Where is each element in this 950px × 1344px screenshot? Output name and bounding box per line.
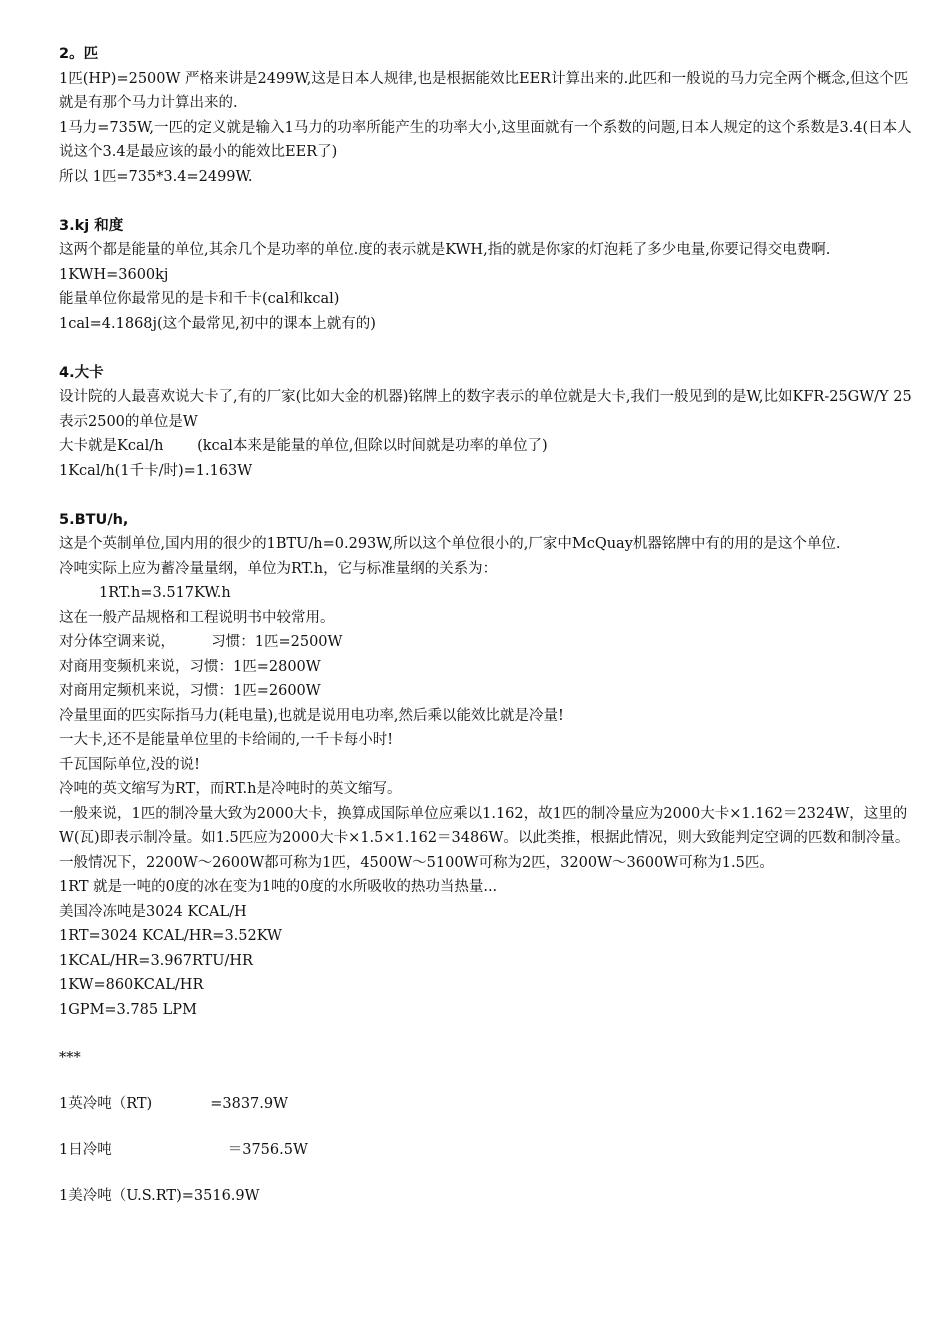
- paragraph: 1马力=735W,一匹的定义就是输入1马力的功率所能产生的功率大小,这里面就有一个系数的问题,日本人规定的这个系数是3.4(日本人说这个3.4是最应该的最小的能效比EER了): [59, 119, 912, 160]
- formula-line: 1RT.h=3.517KW.h: [99, 585, 231, 601]
- paragraph: 对商用定频机来说，习惯：1匹=2600W: [59, 683, 321, 699]
- paragraph: 这是个英制单位,国内用的很少的1BTU/h=0.293W,所以这个单位很小的,厂家中McQuay机器铭牌中有的用的是这个单位.: [59, 536, 841, 552]
- paragraph: 1GPM=3.785 LPM: [59, 1001, 197, 1018]
- section-daka: [59, 361, 921, 484]
- conversion-item: 1英冷吨（RT) =3837.9W: [59, 1096, 289, 1112]
- section-btu: [59, 508, 921, 1023]
- paragraph: 1KWH=3600kj: [59, 266, 169, 283]
- section-pi: [59, 42, 921, 189]
- conversion-item: 1美冷吨（U.S.RT)=3516.9W: [59, 1188, 260, 1204]
- conversion-summary: [59, 1024, 921, 1208]
- section-heading: 3.kj 和度: [59, 217, 124, 234]
- paragraph: 能量单位你最常见的是卡和千卡(cal和kcal): [59, 291, 340, 307]
- paragraph: 这在一般产品规格和工程说明书中较常用。: [59, 609, 335, 626]
- section-heading: 2。匹: [59, 46, 99, 62]
- section-kj-and-du: [59, 214, 921, 337]
- paragraph: 1cal=4.1868j(这个最常见,初中的课本上就有的): [59, 315, 376, 332]
- paragraph: 1匹(HP)=2500W 严格来讲是2499W,这是日本人规律,也是根据能效比EER计算出来的.此匹和一般说的马力完全两个概念,但这个匹就是有那个马力计算出来的.: [59, 70, 909, 111]
- paragraph: 1RT=3024 KCAL/HR=3.52KW: [59, 928, 282, 944]
- paragraph: 一大卡,还不是能量单位里的卡给闹的,一千卡每小时!: [59, 732, 394, 748]
- paragraph: 大卡就是Kcal/h (kcal本来是能量的单位,但除以时间就是功率的单位了): [59, 438, 548, 454]
- conversion-item: 1日冷吨 ＝3756.5W: [59, 1142, 308, 1158]
- paragraph: 冷量里面的匹实际指马力(耗电量),也就是说用电功率,然后乘以能效比就是冷量!: [59, 707, 564, 724]
- separator-stars: ***: [59, 1050, 81, 1066]
- paragraph: 冷吨实际上应为蓄冷量量纲，单位为RT.h，它与标准量纲的关系为：: [59, 560, 498, 577]
- paragraph: 所以 1匹=735*3.4=2499W.: [59, 168, 253, 185]
- paragraph: 一般来说，1匹的制冷量大致为2000大卡，换算成国际单位应乘以1.162，故1匹的制冷量应为2000大卡×1.162＝2324W，这里的W(瓦)即表示制冷量。如1.5匹应为2000大卡×1.5×1.162＝3486W。以此类推，根据此情况，则大致能判定空调的匹数和制冷量。一般情况下，2200W～2600W都可称为1匹，4500W～5100W可称为2匹，3200W～3600W可称为1.5匹。: [59, 805, 910, 871]
- paragraph: 美国冷冻吨是3024 KCAL/H: [59, 903, 247, 920]
- document-page: [59, 42, 921, 1208]
- paragraph: 1Kcal/h(1千卡/时)=1.163W: [59, 462, 253, 479]
- paragraph: 这两个都是能量的单位,其余几个是功率的单位.度的表示就是KWH,指的就是你家的灯泡耗了多少电量,你要记得交电费啊.: [59, 242, 831, 258]
- paragraph: 对分体空调来说， 习惯：1匹=2500W: [59, 634, 343, 650]
- section-heading: 5.BTU/h,: [59, 511, 129, 528]
- paragraph: 冷吨的英文缩写为RT，而RT.h是冷吨时的英文缩写。: [59, 781, 402, 797]
- paragraph: 设计院的人最喜欢说大卡了,有的厂家(比如大金的机器)铭牌上的数字表示的单位就是大卡,我们一般见到的是W,比如KFR-25GW/Y 25表示2500的单位是W: [59, 389, 912, 430]
- paragraph: 1KW=860KCAL/HR: [59, 977, 204, 993]
- paragraph: 千瓦国际单位,没的说!: [59, 756, 200, 773]
- paragraph: 1RT 就是一吨的0度的冰在变为1吨的0度的水所吸收的热功当热量...: [59, 879, 498, 895]
- paragraph: 1KCAL/HR=3.967RTU/HR: [59, 952, 253, 969]
- section-heading: 4.大卡: [59, 364, 104, 381]
- paragraph: 对商用变频机来说，习惯：1匹=2800W: [59, 658, 321, 675]
